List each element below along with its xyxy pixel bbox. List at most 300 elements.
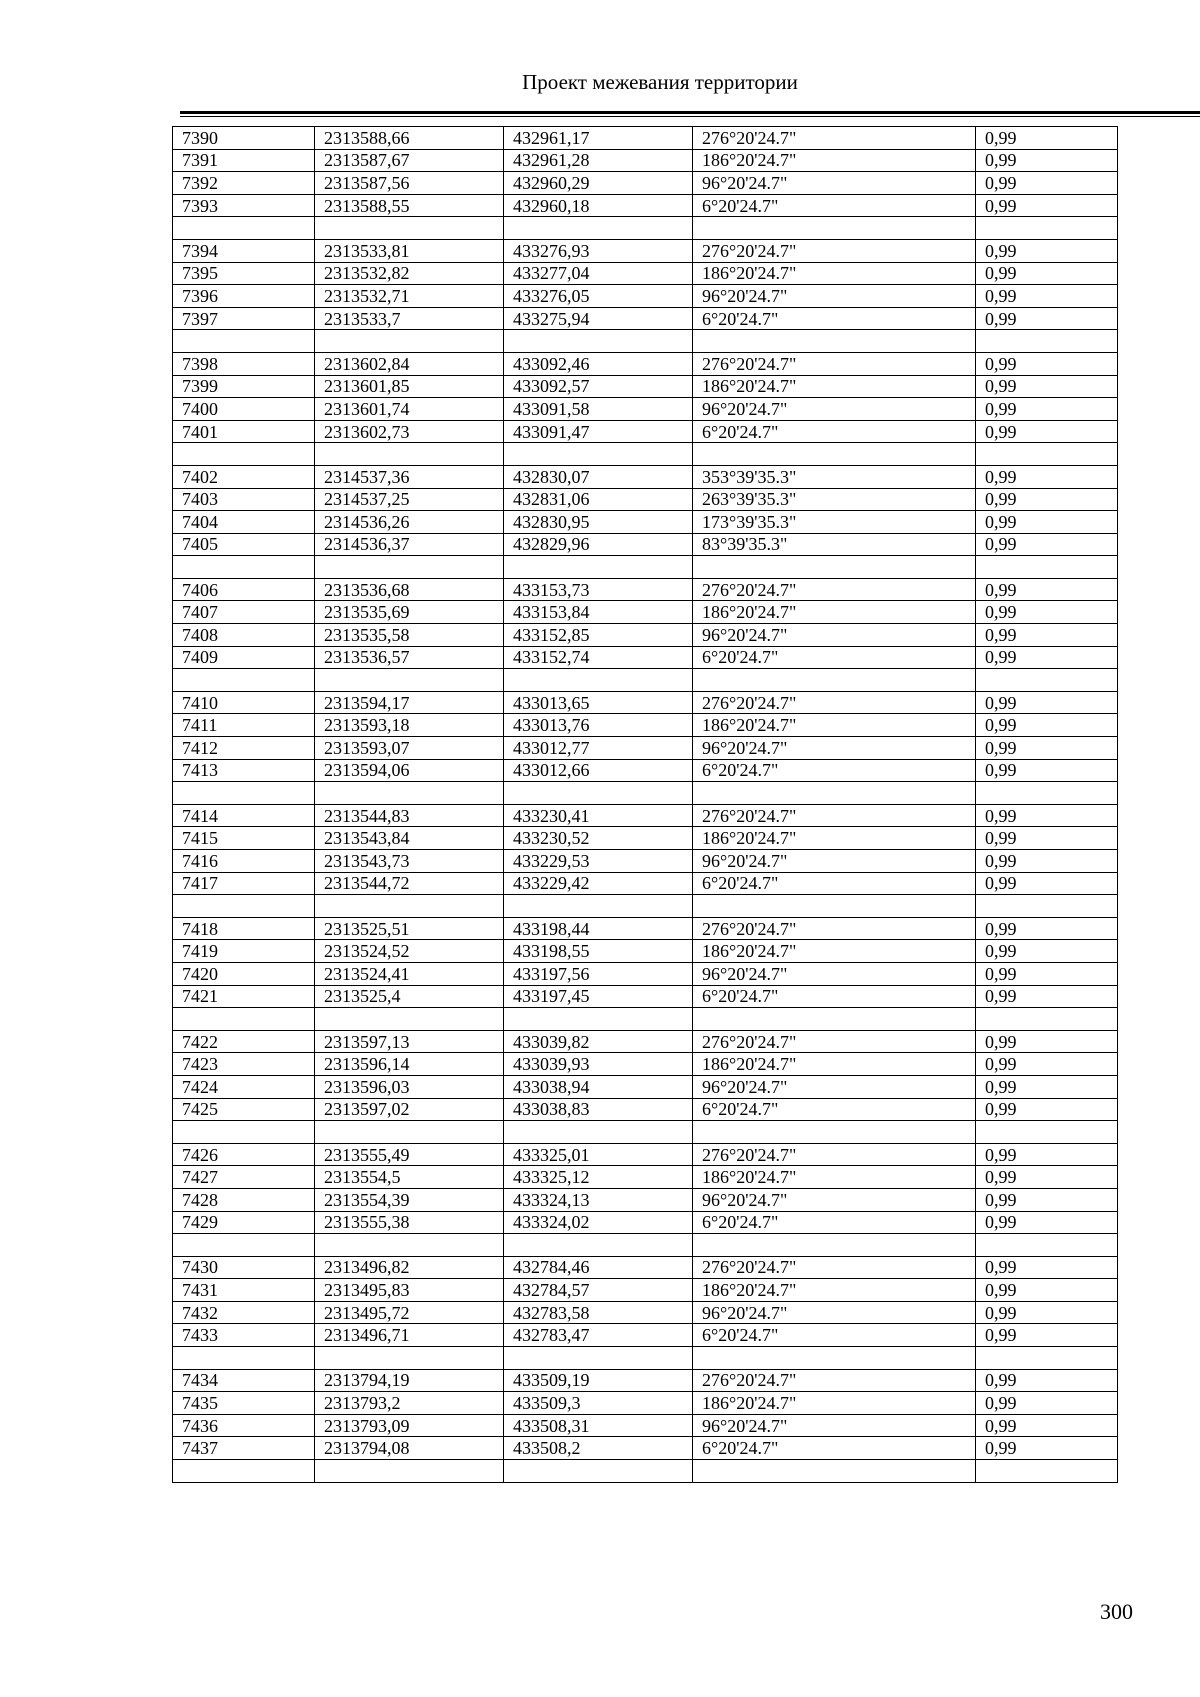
- x-coordinate-cell: 2313495,83: [315, 1279, 504, 1302]
- point-number-cell: 7423: [173, 1053, 315, 1076]
- y-coordinate-cell: [504, 1460, 693, 1483]
- table-separator-row: [173, 443, 1118, 466]
- y-coordinate-cell: 433276,05: [504, 285, 693, 308]
- y-coordinate-cell: 433509,19: [504, 1369, 693, 1392]
- x-coordinate-cell: [315, 556, 504, 579]
- point-number-cell: 7402: [173, 465, 315, 488]
- x-coordinate-cell: 2313543,73: [315, 850, 504, 873]
- table-row: [173, 1301, 1118, 1324]
- y-coordinate-cell: [504, 1121, 693, 1144]
- point-number-cell: 7435: [173, 1392, 315, 1415]
- point-number-cell: 7403: [173, 488, 315, 511]
- direction-angle-cell: 186°20'24.7": [693, 940, 976, 963]
- coordinates-table-body: [173, 127, 1118, 1483]
- y-coordinate-cell: 433153,84: [504, 601, 693, 624]
- direction-angle-cell: [693, 1234, 976, 1257]
- point-number-cell: 7419: [173, 940, 315, 963]
- y-coordinate-cell: 432830,95: [504, 511, 693, 534]
- length-cell: [976, 330, 1118, 353]
- x-coordinate-cell: 2313533,7: [315, 307, 504, 330]
- length-cell: 0,99: [976, 398, 1118, 421]
- x-coordinate-cell: 2313793,2: [315, 1392, 504, 1415]
- y-coordinate-cell: 432783,58: [504, 1301, 693, 1324]
- length-cell: [976, 782, 1118, 805]
- x-coordinate-cell: 2313496,82: [315, 1256, 504, 1279]
- point-number-cell: 7405: [173, 533, 315, 556]
- length-cell: 0,99: [976, 149, 1118, 172]
- point-number-cell: 7404: [173, 511, 315, 534]
- direction-angle-cell: [693, 1008, 976, 1031]
- x-coordinate-cell: 2313524,52: [315, 940, 504, 963]
- direction-angle-cell: 6°20'24.7": [693, 420, 976, 443]
- table-separator-row: [173, 895, 1118, 918]
- direction-angle-cell: [693, 556, 976, 579]
- table-row: [173, 804, 1118, 827]
- table-separator-row: [173, 1121, 1118, 1144]
- point-number-cell: 7437: [173, 1437, 315, 1460]
- x-coordinate-cell: 2313596,14: [315, 1053, 504, 1076]
- length-cell: 0,99: [976, 1437, 1118, 1460]
- length-cell: 0,99: [976, 646, 1118, 669]
- length-cell: [976, 1347, 1118, 1370]
- table-row: [173, 127, 1118, 150]
- direction-angle-cell: 6°20'24.7": [693, 759, 976, 782]
- length-cell: 0,99: [976, 488, 1118, 511]
- y-coordinate-cell: [504, 1347, 693, 1370]
- length-cell: [976, 1121, 1118, 1144]
- x-coordinate-cell: 2313525,51: [315, 917, 504, 940]
- length-cell: [976, 895, 1118, 918]
- table-row: [173, 759, 1118, 782]
- x-coordinate-cell: [315, 669, 504, 692]
- x-coordinate-cell: [315, 1121, 504, 1144]
- direction-angle-cell: [693, 1121, 976, 1144]
- direction-angle-cell: 276°20'24.7": [693, 1256, 976, 1279]
- x-coordinate-cell: 2313587,56: [315, 172, 504, 195]
- direction-angle-cell: 276°20'24.7": [693, 1369, 976, 1392]
- direction-angle-cell: 96°20'24.7": [693, 1075, 976, 1098]
- table-row: [173, 850, 1118, 873]
- point-number-cell: 7428: [173, 1188, 315, 1211]
- direction-angle-cell: 276°20'24.7": [693, 691, 976, 714]
- table-row: [173, 1143, 1118, 1166]
- y-coordinate-cell: 433038,94: [504, 1075, 693, 1098]
- table-row: [173, 1279, 1118, 1302]
- x-coordinate-cell: [315, 443, 504, 466]
- length-cell: 0,99: [976, 1030, 1118, 1053]
- table-row: [173, 714, 1118, 737]
- direction-angle-cell: 353°39'35.3": [693, 465, 976, 488]
- y-coordinate-cell: 433325,12: [504, 1166, 693, 1189]
- y-coordinate-cell: 433276,93: [504, 239, 693, 262]
- direction-angle-cell: 276°20'24.7": [693, 917, 976, 940]
- y-coordinate-cell: 433229,53: [504, 850, 693, 873]
- table-row: [173, 737, 1118, 760]
- direction-angle-cell: 276°20'24.7": [693, 578, 976, 601]
- y-coordinate-cell: 433324,02: [504, 1211, 693, 1234]
- table-row: [173, 872, 1118, 895]
- point-number-cell: [173, 330, 315, 353]
- point-number-cell: 7390: [173, 127, 315, 150]
- x-coordinate-cell: 2313596,03: [315, 1075, 504, 1098]
- x-coordinate-cell: 2313543,84: [315, 827, 504, 850]
- x-coordinate-cell: 2313555,49: [315, 1143, 504, 1166]
- point-number-cell: 7392: [173, 172, 315, 195]
- point-number-cell: 7429: [173, 1211, 315, 1234]
- direction-angle-cell: 173°39'35.3": [693, 511, 976, 534]
- y-coordinate-cell: 433277,04: [504, 262, 693, 285]
- direction-angle-cell: 186°20'24.7": [693, 1279, 976, 1302]
- point-number-cell: [173, 556, 315, 579]
- y-coordinate-cell: 433092,57: [504, 375, 693, 398]
- point-number-cell: 7430: [173, 1256, 315, 1279]
- length-cell: 0,99: [976, 737, 1118, 760]
- x-coordinate-cell: 2313496,71: [315, 1324, 504, 1347]
- direction-angle-cell: 6°20'24.7": [693, 1437, 976, 1460]
- direction-angle-cell: 186°20'24.7": [693, 149, 976, 172]
- point-number-cell: 7434: [173, 1369, 315, 1392]
- direction-angle-cell: 6°20'24.7": [693, 872, 976, 895]
- table-row: [173, 1098, 1118, 1121]
- point-number-cell: 7425: [173, 1098, 315, 1121]
- x-coordinate-cell: [315, 782, 504, 805]
- length-cell: 0,99: [976, 352, 1118, 375]
- x-coordinate-cell: 2313588,55: [315, 194, 504, 217]
- point-number-cell: 7410: [173, 691, 315, 714]
- y-coordinate-cell: 433198,44: [504, 917, 693, 940]
- length-cell: 0,99: [976, 962, 1118, 985]
- x-coordinate-cell: 2314537,25: [315, 488, 504, 511]
- length-cell: [976, 1008, 1118, 1031]
- point-number-cell: [173, 1460, 315, 1483]
- length-cell: 0,99: [976, 1256, 1118, 1279]
- length-cell: 0,99: [976, 940, 1118, 963]
- length-cell: 0,99: [976, 578, 1118, 601]
- length-cell: 0,99: [976, 601, 1118, 624]
- page-header-title: Проект межевания территории: [522, 70, 798, 94]
- table-separator-row: [173, 330, 1118, 353]
- direction-angle-cell: 186°20'24.7": [693, 1053, 976, 1076]
- direction-angle-cell: 83°39'35.3": [693, 533, 976, 556]
- point-number-cell: 7409: [173, 646, 315, 669]
- y-coordinate-cell: 432784,46: [504, 1256, 693, 1279]
- table-separator-row: [173, 782, 1118, 805]
- direction-angle-cell: [693, 1347, 976, 1370]
- x-coordinate-cell: [315, 895, 504, 918]
- length-cell: 0,99: [976, 827, 1118, 850]
- y-coordinate-cell: 433012,77: [504, 737, 693, 760]
- table-row: [173, 511, 1118, 534]
- header-rule-thin: [180, 116, 1200, 117]
- table-row: [173, 1256, 1118, 1279]
- y-coordinate-cell: 433152,85: [504, 624, 693, 647]
- x-coordinate-cell: [315, 330, 504, 353]
- direction-angle-cell: [693, 443, 976, 466]
- direction-angle-cell: 186°20'24.7": [693, 1392, 976, 1415]
- y-coordinate-cell: 433229,42: [504, 872, 693, 895]
- direction-angle-cell: [693, 330, 976, 353]
- y-coordinate-cell: 432784,57: [504, 1279, 693, 1302]
- x-coordinate-cell: 2313544,72: [315, 872, 504, 895]
- point-number-cell: 7416: [173, 850, 315, 873]
- y-coordinate-cell: 433509,3: [504, 1392, 693, 1415]
- length-cell: 0,99: [976, 872, 1118, 895]
- y-coordinate-cell: 433230,52: [504, 827, 693, 850]
- x-coordinate-cell: 2314536,26: [315, 511, 504, 534]
- x-coordinate-cell: 2313602,84: [315, 352, 504, 375]
- length-cell: 0,99: [976, 307, 1118, 330]
- length-cell: 0,99: [976, 533, 1118, 556]
- point-number-cell: 7424: [173, 1075, 315, 1098]
- direction-angle-cell: 96°20'24.7": [693, 962, 976, 985]
- x-coordinate-cell: 2313536,68: [315, 578, 504, 601]
- point-number-cell: [173, 443, 315, 466]
- direction-angle-cell: 6°20'24.7": [693, 646, 976, 669]
- length-cell: 0,99: [976, 917, 1118, 940]
- point-number-cell: [173, 782, 315, 805]
- point-number-cell: 7412: [173, 737, 315, 760]
- length-cell: 0,99: [976, 1053, 1118, 1076]
- table-row: [173, 1414, 1118, 1437]
- x-coordinate-cell: 2313594,06: [315, 759, 504, 782]
- table-row: [173, 1324, 1118, 1347]
- direction-angle-cell: 186°20'24.7": [693, 714, 976, 737]
- table-row: [173, 827, 1118, 850]
- direction-angle-cell: 276°20'24.7": [693, 352, 976, 375]
- x-coordinate-cell: 2313533,81: [315, 239, 504, 262]
- x-coordinate-cell: 2313536,57: [315, 646, 504, 669]
- point-number-cell: 7417: [173, 872, 315, 895]
- point-number-cell: 7407: [173, 601, 315, 624]
- length-cell: 0,99: [976, 511, 1118, 534]
- direction-angle-cell: 276°20'24.7": [693, 804, 976, 827]
- table-row: [173, 646, 1118, 669]
- table-separator-row: [173, 1234, 1118, 1257]
- point-number-cell: [173, 1234, 315, 1257]
- y-coordinate-cell: [504, 669, 693, 692]
- point-number-cell: 7398: [173, 352, 315, 375]
- table-row: [173, 194, 1118, 217]
- length-cell: [976, 1460, 1118, 1483]
- point-number-cell: [173, 669, 315, 692]
- table-row: [173, 375, 1118, 398]
- x-coordinate-cell: 2313602,73: [315, 420, 504, 443]
- length-cell: 0,99: [976, 1075, 1118, 1098]
- table-row: [173, 601, 1118, 624]
- table-row: [173, 624, 1118, 647]
- direction-angle-cell: 6°20'24.7": [693, 194, 976, 217]
- y-coordinate-cell: 433152,74: [504, 646, 693, 669]
- length-cell: 0,99: [976, 850, 1118, 873]
- point-number-cell: [173, 1008, 315, 1031]
- table-separator-row: [173, 556, 1118, 579]
- x-coordinate-cell: 2313532,82: [315, 262, 504, 285]
- length-cell: 0,99: [976, 1166, 1118, 1189]
- y-coordinate-cell: [504, 443, 693, 466]
- y-coordinate-cell: 432829,96: [504, 533, 693, 556]
- point-number-cell: 7406: [173, 578, 315, 601]
- table-row: [173, 1030, 1118, 1053]
- point-number-cell: 7397: [173, 307, 315, 330]
- x-coordinate-cell: 2313587,67: [315, 149, 504, 172]
- direction-angle-cell: 276°20'24.7": [693, 239, 976, 262]
- table-row: [173, 398, 1118, 421]
- table-row: [173, 488, 1118, 511]
- length-cell: 0,99: [976, 714, 1118, 737]
- y-coordinate-cell: 433038,83: [504, 1098, 693, 1121]
- point-number-cell: [173, 895, 315, 918]
- length-cell: 0,99: [976, 1324, 1118, 1347]
- x-coordinate-cell: 2313524,41: [315, 962, 504, 985]
- table-separator-row: [173, 1008, 1118, 1031]
- direction-angle-cell: 6°20'24.7": [693, 1324, 976, 1347]
- point-number-cell: 7399: [173, 375, 315, 398]
- table-row: [173, 533, 1118, 556]
- direction-angle-cell: 96°20'24.7": [693, 850, 976, 873]
- x-coordinate-cell: 2313593,18: [315, 714, 504, 737]
- x-coordinate-cell: 2313544,83: [315, 804, 504, 827]
- length-cell: 0,99: [976, 420, 1118, 443]
- table-row: [173, 149, 1118, 172]
- point-number-cell: 7426: [173, 1143, 315, 1166]
- table-row: [173, 1211, 1118, 1234]
- x-coordinate-cell: [315, 1234, 504, 1257]
- length-cell: 0,99: [976, 1143, 1118, 1166]
- direction-angle-cell: 96°20'24.7": [693, 737, 976, 760]
- length-cell: 0,99: [976, 759, 1118, 782]
- point-number-cell: 7394: [173, 239, 315, 262]
- x-coordinate-cell: 2313554,39: [315, 1188, 504, 1211]
- table-row: [173, 1188, 1118, 1211]
- table-row: [173, 307, 1118, 330]
- x-coordinate-cell: 2313535,58: [315, 624, 504, 647]
- direction-angle-cell: 186°20'24.7": [693, 1166, 976, 1189]
- y-coordinate-cell: [504, 217, 693, 240]
- x-coordinate-cell: [315, 217, 504, 240]
- point-number-cell: 7391: [173, 149, 315, 172]
- y-coordinate-cell: 433153,73: [504, 578, 693, 601]
- length-cell: 0,99: [976, 172, 1118, 195]
- length-cell: 0,99: [976, 1369, 1118, 1392]
- direction-angle-cell: 96°20'24.7": [693, 285, 976, 308]
- y-coordinate-cell: [504, 895, 693, 918]
- length-cell: 0,99: [976, 1414, 1118, 1437]
- length-cell: 0,99: [976, 1392, 1118, 1415]
- direction-angle-cell: 6°20'24.7": [693, 1098, 976, 1121]
- length-cell: 0,99: [976, 127, 1118, 150]
- length-cell: 0,99: [976, 1279, 1118, 1302]
- table-row: [173, 691, 1118, 714]
- y-coordinate-cell: [504, 1234, 693, 1257]
- length-cell: 0,99: [976, 1188, 1118, 1211]
- direction-angle-cell: [693, 782, 976, 805]
- direction-angle-cell: 276°20'24.7": [693, 127, 976, 150]
- direction-angle-cell: 96°20'24.7": [693, 1301, 976, 1324]
- length-cell: 0,99: [976, 262, 1118, 285]
- point-number-cell: 7396: [173, 285, 315, 308]
- x-coordinate-cell: 2313588,66: [315, 127, 504, 150]
- table-row: [173, 1166, 1118, 1189]
- direction-angle-cell: [693, 669, 976, 692]
- point-number-cell: 7411: [173, 714, 315, 737]
- y-coordinate-cell: 433013,76: [504, 714, 693, 737]
- y-coordinate-cell: 433039,93: [504, 1053, 693, 1076]
- point-number-cell: 7401: [173, 420, 315, 443]
- direction-angle-cell: 96°20'24.7": [693, 172, 976, 195]
- y-coordinate-cell: 433325,01: [504, 1143, 693, 1166]
- direction-angle-cell: 96°20'24.7": [693, 624, 976, 647]
- direction-angle-cell: 186°20'24.7": [693, 827, 976, 850]
- table-row: [173, 285, 1118, 308]
- table-row: [173, 1369, 1118, 1392]
- point-number-cell: 7395: [173, 262, 315, 285]
- table-separator-row: [173, 669, 1118, 692]
- length-cell: [976, 556, 1118, 579]
- x-coordinate-cell: 2313794,19: [315, 1369, 504, 1392]
- y-coordinate-cell: [504, 330, 693, 353]
- point-number-cell: 7413: [173, 759, 315, 782]
- length-cell: [976, 217, 1118, 240]
- table-row: [173, 172, 1118, 195]
- length-cell: 0,99: [976, 1301, 1118, 1324]
- y-coordinate-cell: 432960,29: [504, 172, 693, 195]
- direction-angle-cell: [693, 1460, 976, 1483]
- point-number-cell: 7421: [173, 985, 315, 1008]
- x-coordinate-cell: 2313495,72: [315, 1301, 504, 1324]
- direction-angle-cell: 96°20'24.7": [693, 1414, 976, 1437]
- x-coordinate-cell: [315, 1347, 504, 1370]
- x-coordinate-cell: 2314536,37: [315, 533, 504, 556]
- point-number-cell: 7431: [173, 1279, 315, 1302]
- table-separator-row: [173, 217, 1118, 240]
- y-coordinate-cell: 432831,06: [504, 488, 693, 511]
- length-cell: 0,99: [976, 194, 1118, 217]
- table-row: [173, 962, 1118, 985]
- table-row: [173, 1437, 1118, 1460]
- y-coordinate-cell: [504, 556, 693, 579]
- table-row: [173, 985, 1118, 1008]
- direction-angle-cell: 186°20'24.7": [693, 262, 976, 285]
- length-cell: [976, 443, 1118, 466]
- table-row: [173, 239, 1118, 262]
- point-number-cell: 7415: [173, 827, 315, 850]
- x-coordinate-cell: 2313794,08: [315, 1437, 504, 1460]
- y-coordinate-cell: 432961,17: [504, 127, 693, 150]
- x-coordinate-cell: [315, 1008, 504, 1031]
- length-cell: 0,99: [976, 1098, 1118, 1121]
- point-number-cell: 7408: [173, 624, 315, 647]
- point-number-cell: 7433: [173, 1324, 315, 1347]
- y-coordinate-cell: 433197,45: [504, 985, 693, 1008]
- x-coordinate-cell: 2313555,38: [315, 1211, 504, 1234]
- point-number-cell: [173, 1347, 315, 1370]
- length-cell: 0,99: [976, 1211, 1118, 1234]
- x-coordinate-cell: 2313535,69: [315, 601, 504, 624]
- direction-angle-cell: 6°20'24.7": [693, 307, 976, 330]
- y-coordinate-cell: 433013,65: [504, 691, 693, 714]
- table-row: [173, 465, 1118, 488]
- y-coordinate-cell: 433012,66: [504, 759, 693, 782]
- point-number-cell: 7414: [173, 804, 315, 827]
- y-coordinate-cell: 433230,41: [504, 804, 693, 827]
- point-number-cell: 7422: [173, 1030, 315, 1053]
- table-separator-row: [173, 1460, 1118, 1483]
- length-cell: [976, 1234, 1118, 1257]
- table-row: [173, 352, 1118, 375]
- x-coordinate-cell: 2313601,85: [315, 375, 504, 398]
- length-cell: 0,99: [976, 691, 1118, 714]
- direction-angle-cell: 6°20'24.7": [693, 1211, 976, 1234]
